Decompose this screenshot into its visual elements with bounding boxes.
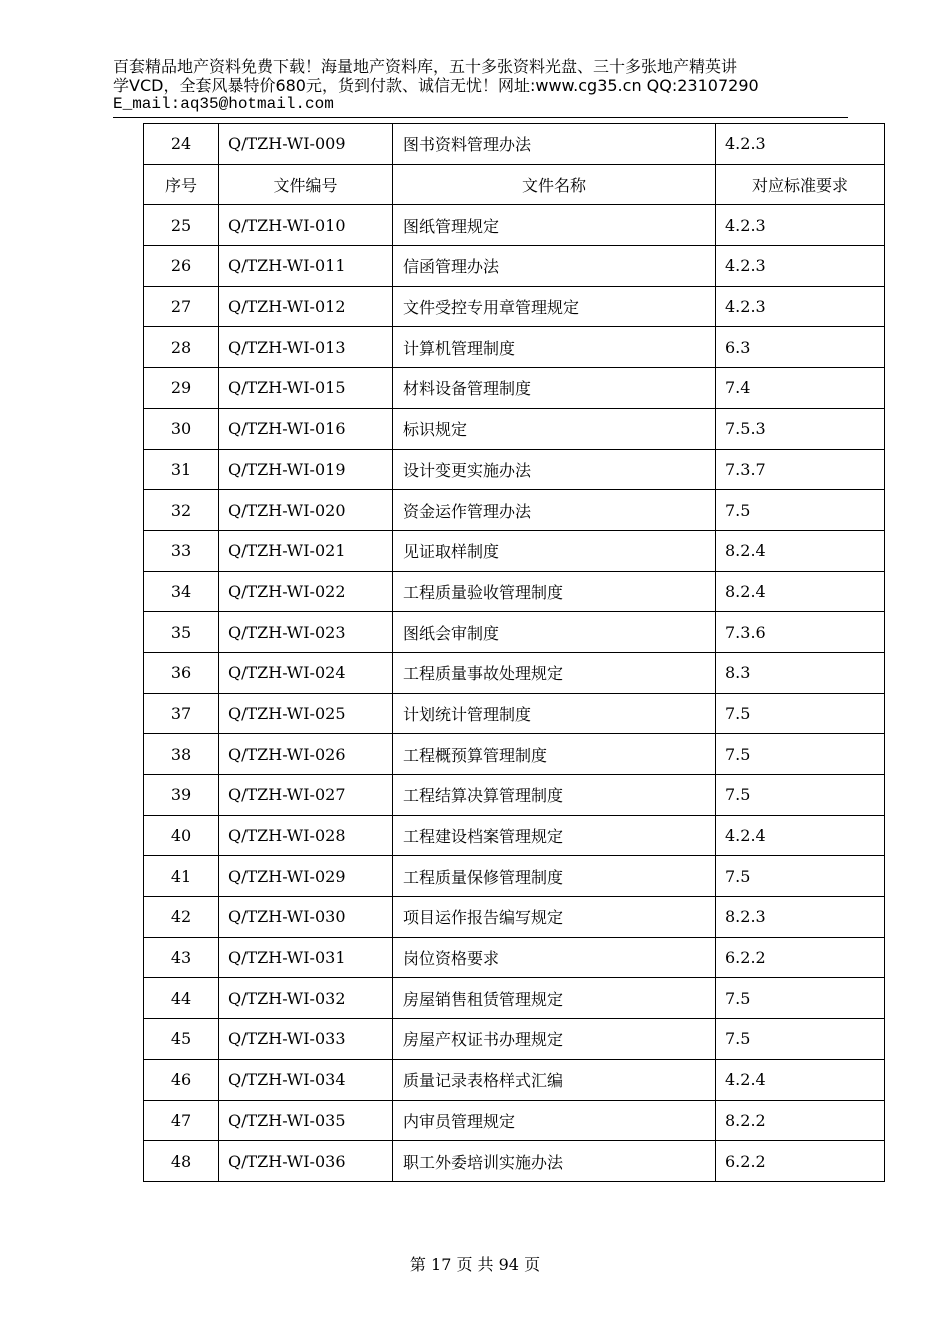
file-code: Q/TZH-WI-016 bbox=[219, 408, 393, 449]
row-number: 38 bbox=[144, 734, 219, 775]
standard-clause: 6.2.2 bbox=[716, 1141, 885, 1182]
file-name: 图纸管理规定 bbox=[393, 205, 716, 246]
standard-clause: 4.2.3 bbox=[716, 124, 885, 165]
advertisement-header bbox=[113, 57, 849, 114]
standard-clause: 7.5 bbox=[716, 978, 885, 1019]
table-row bbox=[144, 734, 885, 775]
table-row bbox=[144, 530, 885, 571]
row-number: 42 bbox=[144, 897, 219, 938]
file-name: 设计变更实施办法 bbox=[393, 449, 716, 490]
standard-clause: 7.5 bbox=[716, 490, 885, 531]
row-number: 41 bbox=[144, 856, 219, 897]
table-row bbox=[144, 1141, 885, 1182]
row-number: 34 bbox=[144, 571, 219, 612]
header-number: 序号 bbox=[144, 164, 219, 205]
file-code: Q/TZH-WI-009 bbox=[219, 124, 393, 165]
file-code: Q/TZH-WI-031 bbox=[219, 937, 393, 978]
file-name: 材料设备管理制度 bbox=[393, 368, 716, 409]
row-number: 31 bbox=[144, 449, 219, 490]
file-code: Q/TZH-WI-034 bbox=[219, 1059, 393, 1100]
banner-line-1: 百套精品地产资料免费下载！海量地产资料库，五十多张资料光盘、三十多张地产精英讲 bbox=[113, 57, 738, 76]
file-name: 计算机管理制度 bbox=[393, 327, 716, 368]
row-number: 36 bbox=[144, 652, 219, 693]
standard-clause: 7.5.3 bbox=[716, 408, 885, 449]
file-name: 信函管理办法 bbox=[393, 246, 716, 287]
header-file-name: 文件名称 bbox=[393, 164, 716, 205]
file-name: 工程结算决算管理制度 bbox=[393, 775, 716, 816]
file-code: Q/TZH-WI-022 bbox=[219, 571, 393, 612]
standard-clause: 8.2.2 bbox=[716, 1100, 885, 1141]
table-row bbox=[144, 490, 885, 531]
standard-clause: 7.4 bbox=[716, 368, 885, 409]
standard-clause: 7.5 bbox=[716, 734, 885, 775]
banner-line-2: 学VCD，全套风暴特价680元，货到付款、诚信无忧！网址:www.cg35.cn QQ:23107290 bbox=[113, 76, 759, 95]
table-row bbox=[144, 652, 885, 693]
file-code: Q/TZH-WI-010 bbox=[219, 205, 393, 246]
table-row bbox=[144, 327, 885, 368]
standard-clause: 8.2.4 bbox=[716, 530, 885, 571]
file-name: 工程质量验收管理制度 bbox=[393, 571, 716, 612]
file-code: Q/TZH-WI-020 bbox=[219, 490, 393, 531]
table-row bbox=[144, 368, 885, 409]
table-header-row bbox=[144, 164, 885, 205]
table-row bbox=[144, 286, 885, 327]
row-number: 28 bbox=[144, 327, 219, 368]
file-name: 工程质量保修管理制度 bbox=[393, 856, 716, 897]
file-name: 图纸会审制度 bbox=[393, 612, 716, 653]
table-row bbox=[144, 124, 885, 165]
standard-clause: 8.3 bbox=[716, 652, 885, 693]
row-number: 44 bbox=[144, 978, 219, 1019]
file-name: 质量记录表格样式汇编 bbox=[393, 1059, 716, 1100]
file-code: Q/TZH-WI-015 bbox=[219, 368, 393, 409]
header-rule bbox=[113, 117, 848, 118]
file-name: 项目运作报告编写规定 bbox=[393, 897, 716, 938]
file-name: 文件受控专用章管理规定 bbox=[393, 286, 716, 327]
standard-clause: 7.5 bbox=[716, 693, 885, 734]
file-name: 资金运作管理办法 bbox=[393, 490, 716, 531]
file-name: 标识规定 bbox=[393, 408, 716, 449]
table-row bbox=[144, 978, 885, 1019]
file-code: Q/TZH-WI-033 bbox=[219, 1019, 393, 1060]
table-row bbox=[144, 1059, 885, 1100]
file-code: Q/TZH-WI-024 bbox=[219, 652, 393, 693]
standard-clause: 4.2.3 bbox=[716, 246, 885, 287]
file-name: 工程质量事故处理规定 bbox=[393, 652, 716, 693]
file-name: 工程概预算管理制度 bbox=[393, 734, 716, 775]
document-list-table bbox=[143, 123, 885, 1182]
standard-clause: 7.5 bbox=[716, 775, 885, 816]
table-row bbox=[144, 1019, 885, 1060]
file-name: 图书资料管理办法 bbox=[393, 124, 716, 165]
file-code: Q/TZH-WI-030 bbox=[219, 897, 393, 938]
row-number: 32 bbox=[144, 490, 219, 531]
file-code: Q/TZH-WI-028 bbox=[219, 815, 393, 856]
row-number: 45 bbox=[144, 1019, 219, 1060]
row-number: 43 bbox=[144, 937, 219, 978]
standard-clause: 7.5 bbox=[716, 1019, 885, 1060]
row-number: 48 bbox=[144, 1141, 219, 1182]
table-row bbox=[144, 408, 885, 449]
file-code: Q/TZH-WI-019 bbox=[219, 449, 393, 490]
file-name: 房屋产权证书办理规定 bbox=[393, 1019, 716, 1060]
file-code: Q/TZH-WI-013 bbox=[219, 327, 393, 368]
row-number: 47 bbox=[144, 1100, 219, 1141]
header-file-code: 文件编号 bbox=[219, 164, 393, 205]
row-number: 30 bbox=[144, 408, 219, 449]
file-name: 职工外委培训实施办法 bbox=[393, 1141, 716, 1182]
standard-clause: 7.5 bbox=[716, 856, 885, 897]
standard-clause: 8.2.3 bbox=[716, 897, 885, 938]
row-number: 26 bbox=[144, 246, 219, 287]
file-code: Q/TZH-WI-011 bbox=[219, 246, 393, 287]
table-row bbox=[144, 693, 885, 734]
file-code: Q/TZH-WI-021 bbox=[219, 530, 393, 571]
row-number: 24 bbox=[144, 124, 219, 165]
table-row bbox=[144, 246, 885, 287]
standard-clause: 7.3.6 bbox=[716, 612, 885, 653]
file-code: Q/TZH-WI-027 bbox=[219, 775, 393, 816]
standard-clause: 7.3.7 bbox=[716, 449, 885, 490]
table-row bbox=[144, 205, 885, 246]
table-row bbox=[144, 897, 885, 938]
table-row bbox=[144, 815, 885, 856]
file-name: 岗位资格要求 bbox=[393, 937, 716, 978]
row-number: 29 bbox=[144, 368, 219, 409]
file-name: 房屋销售租赁管理规定 bbox=[393, 978, 716, 1019]
row-number: 40 bbox=[144, 815, 219, 856]
banner-line-3-email: E_mail:aq35@hotmail.com bbox=[113, 95, 334, 113]
standard-clause: 6.3 bbox=[716, 327, 885, 368]
file-code: Q/TZH-WI-025 bbox=[219, 693, 393, 734]
file-code: Q/TZH-WI-029 bbox=[219, 856, 393, 897]
table-row bbox=[144, 571, 885, 612]
row-number: 25 bbox=[144, 205, 219, 246]
file-name: 见证取样制度 bbox=[393, 530, 716, 571]
row-number: 37 bbox=[144, 693, 219, 734]
page-number-footer: 第 17 页 共 94 页 bbox=[409, 1255, 541, 1274]
table-row bbox=[144, 937, 885, 978]
standard-clause: 4.2.3 bbox=[716, 205, 885, 246]
row-number: 27 bbox=[144, 286, 219, 327]
standard-clause: 6.2.2 bbox=[716, 937, 885, 978]
table-row bbox=[144, 775, 885, 816]
table-row bbox=[144, 1100, 885, 1141]
file-name: 内审员管理规定 bbox=[393, 1100, 716, 1141]
file-code: Q/TZH-WI-032 bbox=[219, 978, 393, 1019]
table-row bbox=[144, 612, 885, 653]
standard-clause: 8.2.4 bbox=[716, 571, 885, 612]
standard-clause: 4.2.3 bbox=[716, 286, 885, 327]
file-name: 工程建设档案管理规定 bbox=[393, 815, 716, 856]
row-number: 39 bbox=[144, 775, 219, 816]
row-number: 46 bbox=[144, 1059, 219, 1100]
file-name: 计划统计管理制度 bbox=[393, 693, 716, 734]
row-number: 35 bbox=[144, 612, 219, 653]
file-code: Q/TZH-WI-036 bbox=[219, 1141, 393, 1182]
row-number: 33 bbox=[144, 530, 219, 571]
header-standard-requirement: 对应标准要求 bbox=[716, 164, 885, 205]
table-row bbox=[144, 856, 885, 897]
file-code: Q/TZH-WI-026 bbox=[219, 734, 393, 775]
standard-clause: 4.2.4 bbox=[716, 815, 885, 856]
file-code: Q/TZH-WI-023 bbox=[219, 612, 393, 653]
standard-clause: 4.2.4 bbox=[716, 1059, 885, 1100]
file-code: Q/TZH-WI-012 bbox=[219, 286, 393, 327]
table-row bbox=[144, 449, 885, 490]
file-code: Q/TZH-WI-035 bbox=[219, 1100, 393, 1141]
